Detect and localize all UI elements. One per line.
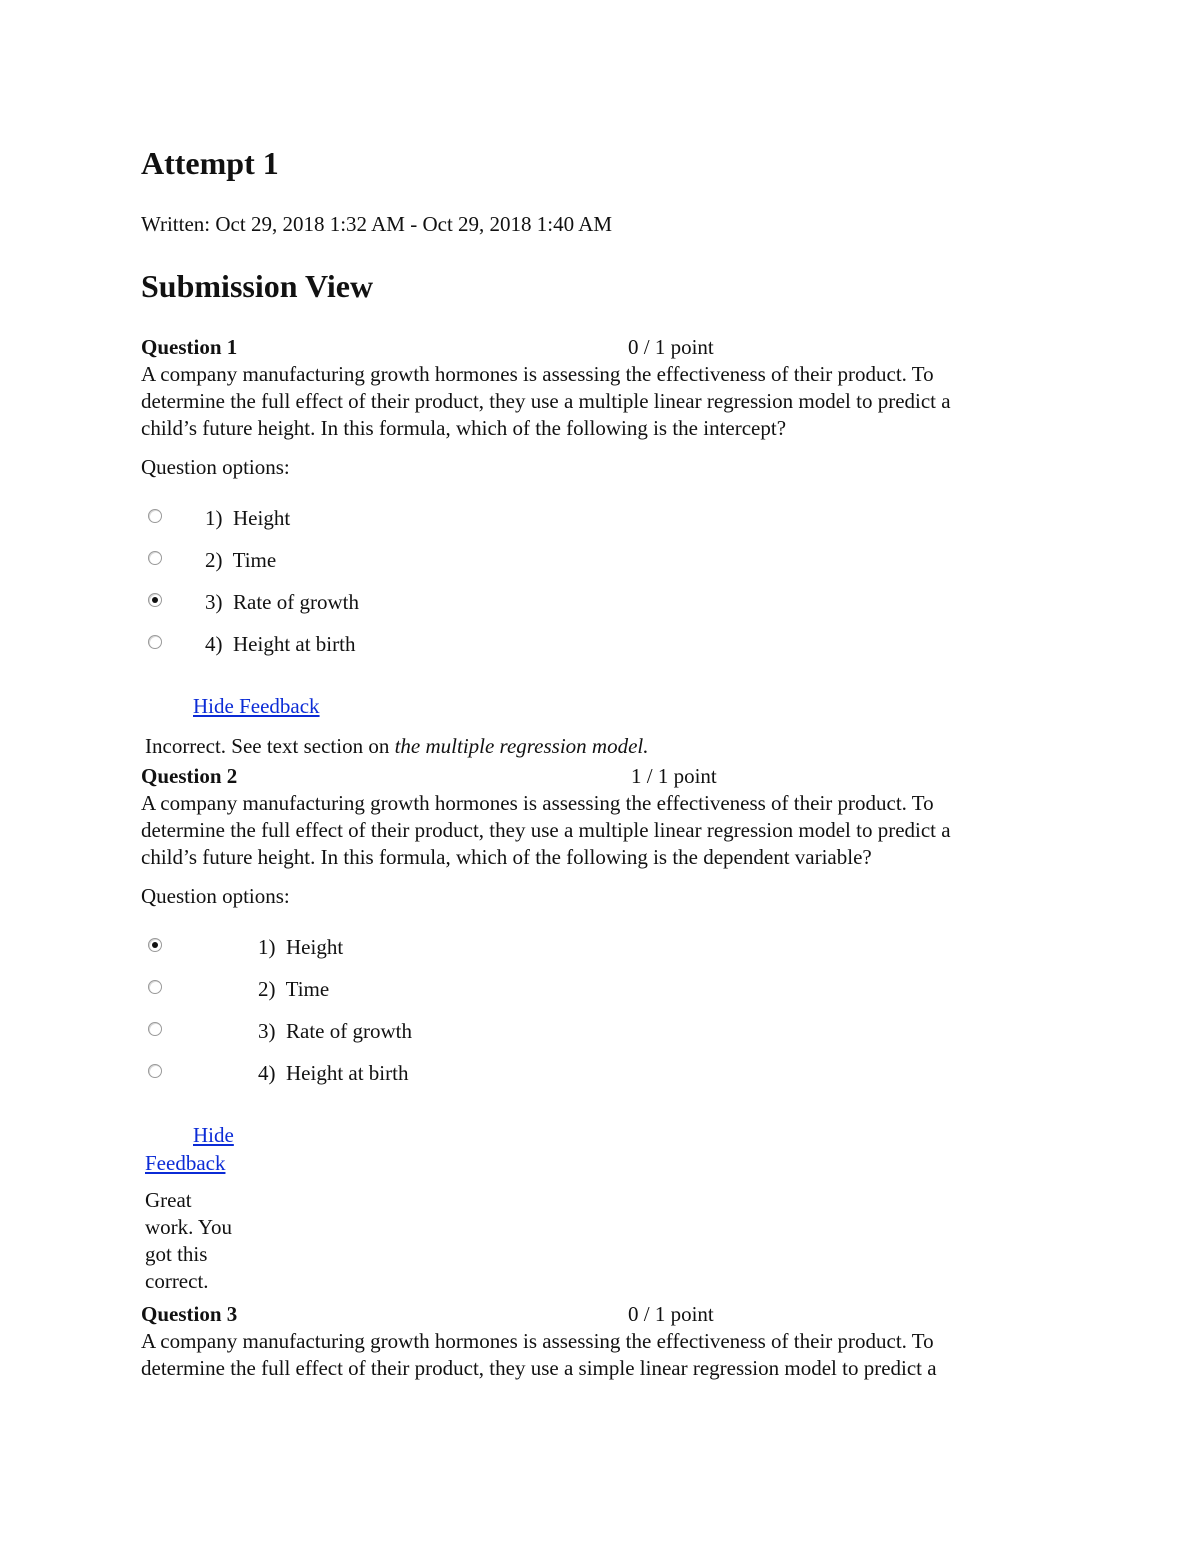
question-label: Question 1	[141, 335, 238, 359]
feedback-text	[145, 733, 649, 760]
feedback-line: work. You	[145, 1215, 232, 1239]
question-text-line: determine the full effect of their product, they use a multiple linear regression model to predict a	[141, 389, 951, 413]
question-text-line: child’s future height. In this formula, which of the following is the intercept?	[141, 416, 787, 440]
section-title: Submission View	[141, 268, 374, 304]
radio-button-selected[interactable]	[148, 593, 162, 607]
radio-button[interactable]	[148, 980, 162, 994]
option-label: Time	[232, 548, 277, 572]
question-options-label: Question options:	[141, 884, 290, 908]
option-number: 4)	[205, 632, 223, 656]
option-label: Rate of growth	[286, 1019, 412, 1043]
link-line[interactable]: Feedback	[145, 1151, 226, 1175]
link-line[interactable]: Hide	[193, 1123, 234, 1147]
feedback-line: correct.	[145, 1269, 209, 1293]
hide-feedback-link[interactable]: Hide Feedback	[193, 694, 320, 718]
feedback-reference: the multiple regression model.	[394, 734, 649, 758]
option-number: 1)	[205, 506, 223, 530]
radio-button[interactable]	[148, 1022, 162, 1036]
option-number: 3)	[205, 590, 223, 614]
feedback-line: Great	[145, 1188, 192, 1212]
radio-button[interactable]	[148, 1064, 162, 1078]
radio-button[interactable]	[148, 551, 162, 565]
question-text-line: A company manufacturing growth hormones is assessing the effectiveness of their product. To	[141, 362, 934, 386]
radio-button[interactable]	[148, 635, 162, 649]
option-label: Height at birth	[233, 632, 356, 656]
option-label: Height	[233, 506, 291, 530]
question-text-line: determine the full effect of their product, they use a multiple linear regression model to predict a	[141, 818, 951, 842]
question-label: Question 2	[141, 764, 238, 788]
option-number: 4)	[258, 1061, 276, 1085]
attempt-timestamp: Written: Oct 29, 2018 1:32 AM - Oct 29, 2018 1:40 AM	[141, 212, 613, 236]
question-options-label: Question options:	[141, 455, 290, 479]
question-text-line: A company manufacturing growth hormones is assessing the effectiveness of their product. To	[141, 1329, 934, 1353]
option-label: Rate of growth	[233, 590, 359, 614]
option-label: Time	[285, 977, 330, 1001]
question-label: Question 3	[141, 1302, 238, 1326]
option-label: Height	[286, 935, 344, 959]
page-title: Attempt 1	[141, 145, 279, 181]
option-label: Height at birth	[286, 1061, 409, 1085]
question-score: 0 / 1 point	[628, 1302, 714, 1326]
option-number: 2)	[205, 548, 223, 572]
question-score: 0 / 1 point	[628, 335, 714, 359]
question-text-line: determine the full effect of their product, they use a simple linear regression model to predict a	[141, 1356, 937, 1380]
feedback-line: got this	[145, 1242, 208, 1266]
radio-button[interactable]	[148, 509, 162, 523]
option-number: 3)	[258, 1019, 276, 1043]
feedback-message: Incorrect. See text section on	[145, 734, 395, 758]
option-number: 2)	[258, 977, 276, 1001]
radio-button-selected[interactable]	[148, 938, 162, 952]
question-text-line: child’s future height. In this formula, which of the following is the dependent variable?	[141, 845, 872, 869]
question-text-line: A company manufacturing growth hormones is assessing the effectiveness of their product. To	[141, 791, 934, 815]
option-number: 1)	[258, 935, 276, 959]
question-score: 1 / 1 point	[631, 764, 717, 788]
